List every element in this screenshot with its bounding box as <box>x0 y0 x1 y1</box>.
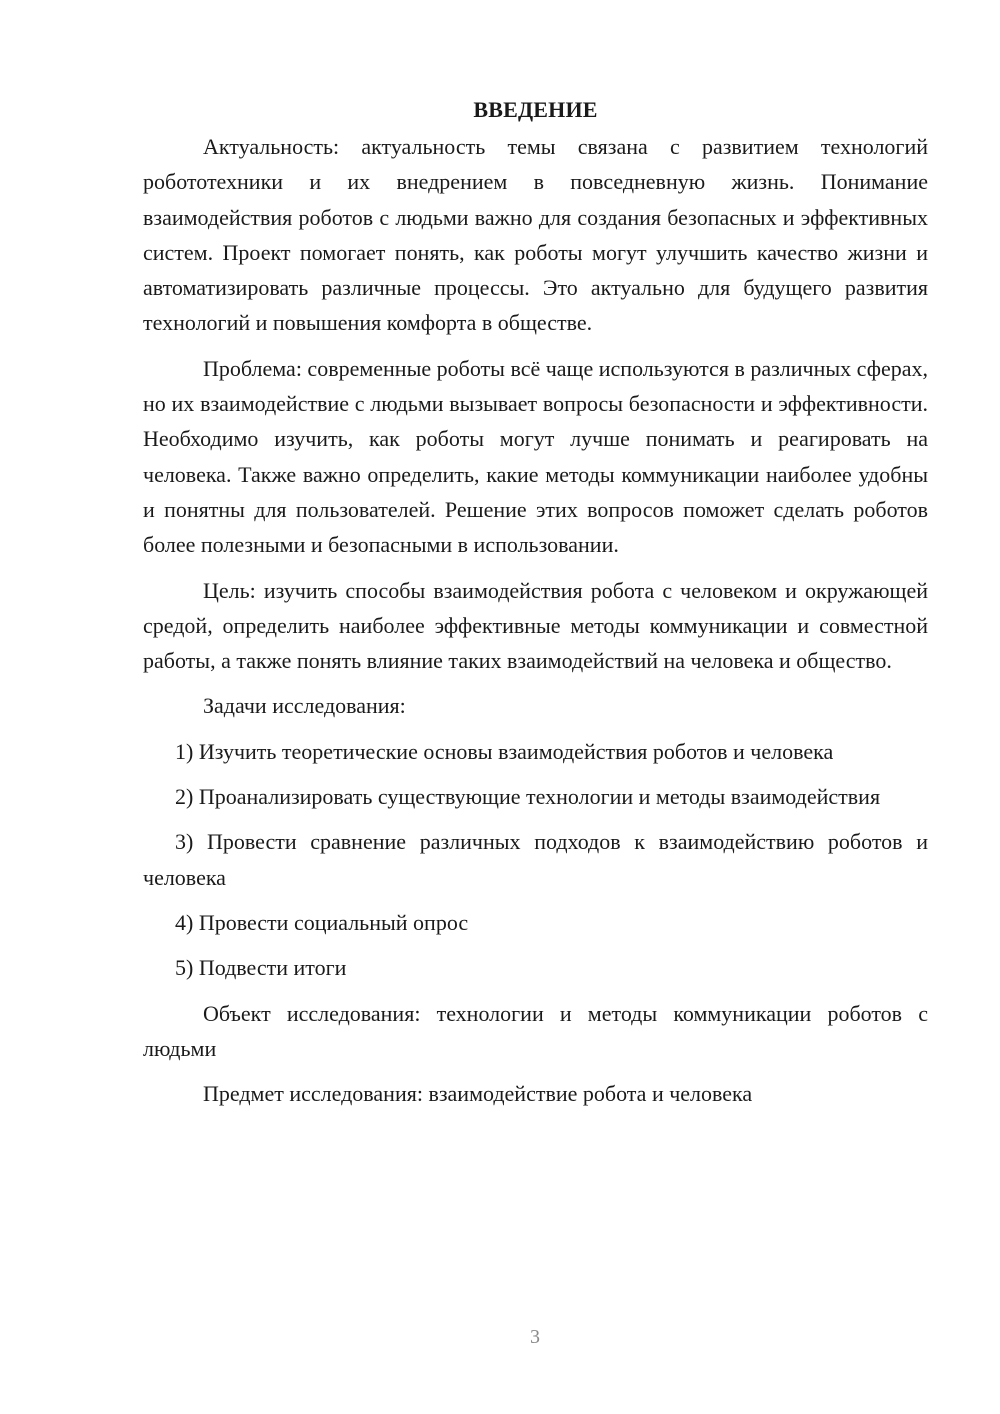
task-item-4: 4) Провести социальный опрос <box>175 909 469 935</box>
paragraph-problem: Проблема: современные роботы всё чаще используются в различных сферах, но их взаимодействие с людьми вызывает вопросы безопасности и эффективности. Необходимо изучить, как роботы могут лучше понимать и реагировать на человека. Также важно определить, какие методы коммуникации наиболее удобны и понятны для пользователей. Решение этих вопросов поможет сделать роботов более полезными и безопасными в использовании. <box>143 355 928 558</box>
paragraph-object: Объект исследования: технологии и методы коммуникации роботов с людьми <box>143 1000 928 1061</box>
paragraph-relevance: Актуальность: актуальность темы связана с развитием технологий робототехники и их внедрением в повседневную жизнь. Понимание взаимодействия роботов с людьми важно для создания безопасных и эффективных систем. Проект помогает понять, как роботы могут улучшить качество жизни и автоматизировать различные процессы. Это актуально для будущего развития технологий и повышения комфорта в обществе. <box>143 134 928 336</box>
task-item-2: 2) Проанализировать существующие технологии и методы взаимодействия <box>175 784 881 810</box>
paragraph-subject: Предмет исследования: взаимодействие робота и человека <box>203 1081 753 1107</box>
task-item-5: 5) Подвести итоги <box>175 955 347 981</box>
section-title: ВВЕДЕНИЕ <box>473 97 598 122</box>
page-content <box>143 92 928 1121</box>
paragraph-goal: Цель: изучить способы взаимодействия робота с человеком и окружающей средой, определить наиболее эффективные методы коммуникации и совместной работы, а также понять влияние таких взаимодействий на человека и общество. <box>143 577 928 674</box>
task-item-3: 3) Провести сравнение различных подходов к взаимодействию роботов и человека <box>143 829 928 890</box>
page-number: 3 <box>530 1326 540 1348</box>
tasks-heading: Задачи исследования: <box>203 693 406 719</box>
task-item-1: 1) Изучить теоретические основы взаимодействия роботов и человека <box>175 738 834 764</box>
